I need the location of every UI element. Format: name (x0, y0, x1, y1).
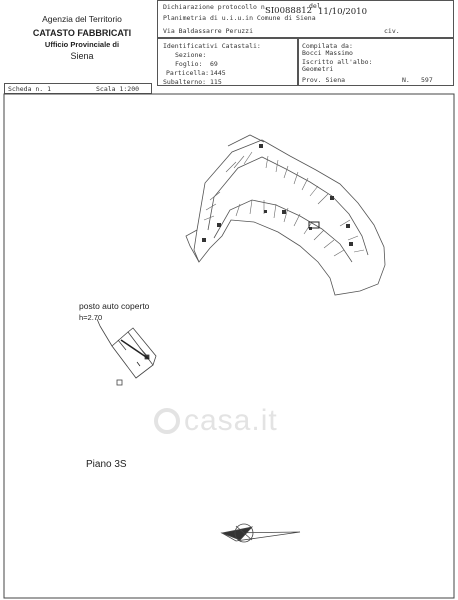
watermark-text: casa.it (184, 404, 278, 437)
declaration-del: del (309, 2, 321, 10)
parking-label: posto auto coperto (79, 301, 150, 311)
watermark-logo-icon (154, 408, 180, 434)
compiled-by-value: Bocci Massimo (302, 49, 353, 57)
sezione-label: Sezione: (175, 51, 207, 59)
building-footprint (186, 135, 385, 295)
subalterno-label: Subalterno: (163, 78, 207, 86)
planimetry-label: Planimetria di u.i.u.in Comune di Siena (163, 14, 316, 22)
declaration-date: 11/10/2010 (318, 7, 367, 17)
particella-label: Particella: (166, 69, 210, 77)
province-label: Prov. Siena (302, 76, 346, 84)
declaration-number: SI0088812 (265, 6, 313, 16)
north-arrow (222, 524, 300, 542)
subalterno-value: 115 (210, 78, 222, 86)
office-city: Siena (70, 51, 94, 61)
floor-label: Piano 3S (86, 459, 127, 470)
particella-value: 1445 (210, 69, 226, 77)
foglio-label: Foglio: (175, 60, 203, 68)
number-label: N. (402, 76, 410, 84)
registered-label: Iscritto all'albo: (302, 58, 373, 66)
compiled-by-label: Compilata da: (302, 42, 353, 50)
civic-label: civ. (384, 27, 400, 35)
office-name: Agenzia del Territorio (42, 14, 122, 24)
drawing-frame (4, 94, 454, 598)
office-subtitle: Ufficio Provinciale di (44, 40, 120, 49)
watermark (154, 404, 278, 438)
scale-label: Scala 1:200 (96, 85, 140, 93)
address: Via Baldassarre Peruzzi (163, 27, 254, 35)
registered-value: Geometri (302, 65, 334, 73)
height-label: h=2.70 (79, 313, 103, 322)
foglio-value: 69 (210, 60, 218, 68)
declaration-label: Dichiarazione protocollo n. (163, 3, 269, 11)
sheet-number: Scheda n. 1 (8, 85, 52, 93)
number-value: 597 (421, 76, 433, 84)
identifiers-title: Identificativi Catastali: (163, 42, 261, 50)
office-title: CATASTO FABBRICATI (32, 28, 132, 38)
parking-space-detail (97, 319, 156, 385)
